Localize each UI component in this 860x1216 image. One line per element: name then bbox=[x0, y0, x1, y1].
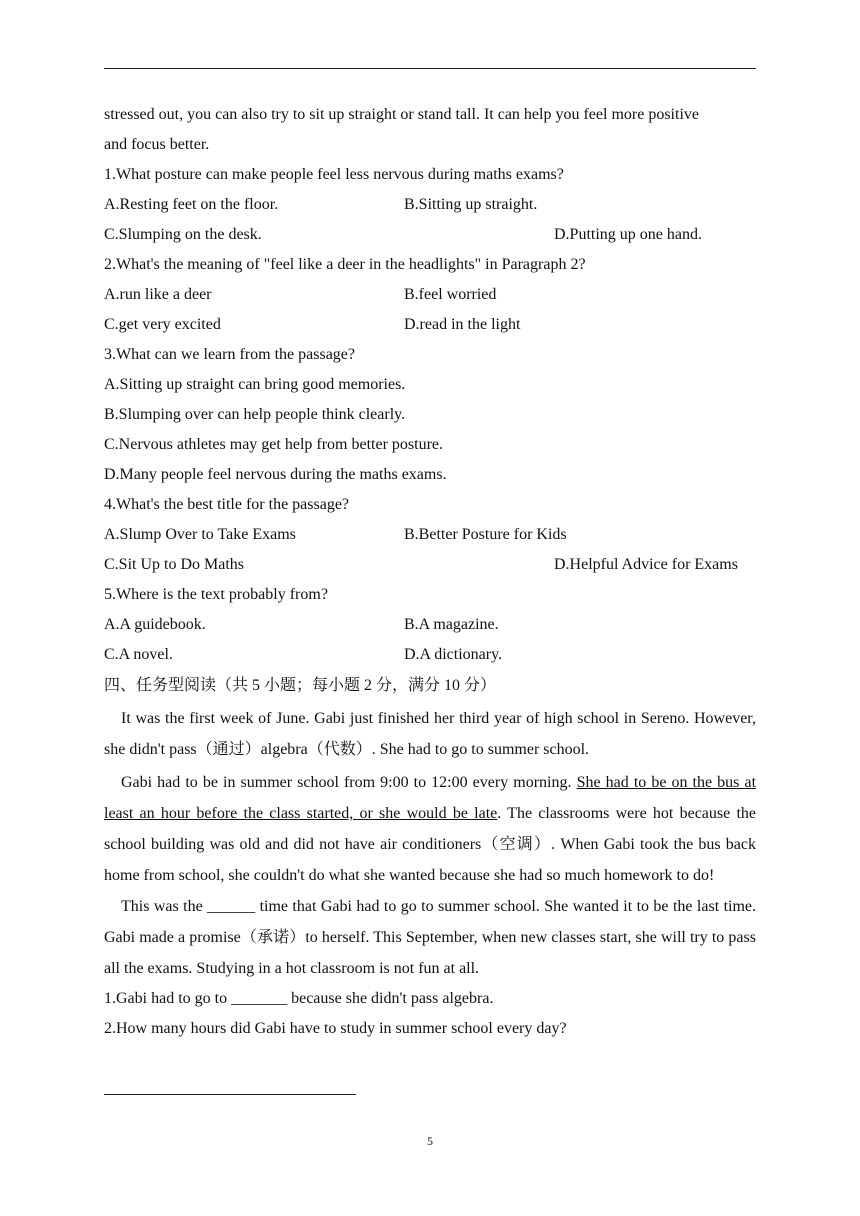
question-4-option-a: A.Slump Over to Take Exams bbox=[104, 526, 296, 543]
header-rule bbox=[104, 68, 756, 69]
question-2-options-row-1 bbox=[104, 280, 756, 310]
question-5-option-b: B.A magazine. bbox=[404, 616, 499, 633]
question-3-option-b: B.Slumping over can help people think clearly. bbox=[104, 406, 406, 423]
question-4-option-c: C.Sit Up to Do Maths bbox=[104, 556, 245, 573]
question-2-option-d: D.read in the light bbox=[404, 316, 521, 333]
passage-tail-line-1: stressed out, you can also try to sit up straight or stand tall. It can help you feel more positive bbox=[104, 106, 699, 123]
reading-paragraph-1: It was the first week of June. Gabi just finished her third year of high school in Sereno. However, she didn't pass（通过）algebra（代数）. She had to go to summer school. bbox=[104, 710, 756, 758]
question-2-option-a: A.run like a deer bbox=[104, 286, 212, 303]
question-1-options-row-2 bbox=[104, 220, 756, 250]
page-number: 5 bbox=[427, 1134, 433, 1148]
question-4-option-d: D.Helpful Advice for Exams bbox=[554, 556, 738, 573]
question-1-option-b: B.Sitting up straight. bbox=[404, 196, 538, 213]
question-1-option-c: C.Slumping on the desk. bbox=[104, 226, 262, 243]
question-5-option-c: C.A novel. bbox=[104, 646, 173, 663]
reading-paragraph-3: This was the ______ time that Gabi had to go to summer school. She wanted it to be the last time. Gabi made a promise（承诺）to herself. This September, when new classes start, she will try to pass all the exams. Studying in a hot classroom is not fun at all. bbox=[104, 898, 756, 977]
question-1-stem: 1.What posture can make people feel less nervous during maths exams? bbox=[104, 166, 564, 183]
question-3-stem: 3.What can we learn from the passage? bbox=[104, 346, 355, 363]
question-3-option-c: C.Nervous athletes may get help from better posture. bbox=[104, 436, 444, 453]
underlined-sentence: She had to be on the bus at least an hour before the class started, or she would be late bbox=[104, 774, 757, 822]
question-2-options-row-2 bbox=[104, 310, 756, 340]
question-1-option-a: A.Resting feet on the floor. bbox=[104, 196, 279, 213]
question-2-option-c: C.get very excited bbox=[104, 316, 221, 333]
task-question-1: 1.Gabi had to go to _______ because she didn't pass algebra. bbox=[104, 990, 494, 1007]
question-1-options-row-1 bbox=[104, 190, 756, 220]
task-question-2: 2.How many hours did Gabi have to study in summer school every day? bbox=[104, 1020, 567, 1037]
question-5-options-row-1 bbox=[104, 610, 756, 640]
section-heading: 四、任务型阅读（共 5 小题；每小题 2 分，满分 10 分） bbox=[104, 677, 497, 694]
question-4-option-b: B.Better Posture for Kids bbox=[404, 526, 567, 543]
question-5-stem: 5.Where is the text probably from? bbox=[104, 586, 328, 603]
question-4-stem: 4.What's the best title for the passage? bbox=[104, 496, 350, 513]
question-3-option-d: D.Many people feel nervous during the maths exams. bbox=[104, 466, 447, 483]
question-5-options-row-2 bbox=[104, 640, 756, 670]
question-2-option-b: B.feel worried bbox=[404, 286, 497, 303]
question-1-option-d: D.Putting up one hand. bbox=[554, 226, 702, 243]
question-5-option-a: A.A guidebook. bbox=[104, 616, 206, 633]
question-5-option-d: D.A dictionary. bbox=[404, 646, 503, 663]
passage-tail-line-2: and focus better. bbox=[104, 136, 210, 153]
question-3-option-a: A.Sitting up straight can bring good memories. bbox=[104, 376, 406, 393]
answer-blank-line bbox=[104, 1094, 356, 1095]
paragraph-2-text-start: Gabi had to be in summer school from 9:00 to 12:00 every morning. bbox=[121, 774, 577, 791]
document-page bbox=[104, 100, 756, 1044]
question-2-stem: 2.What's the meaning of "feel like a deer in the headlights" in Paragraph 2? bbox=[104, 256, 586, 273]
reading-paragraph-2 bbox=[104, 767, 756, 891]
paragraph-2-text-end: . The classrooms were hot because the school building was old and did not have air conditioners（空调）. When Gabi took the bus back home from school, she couldn't do what she wanted because she had so much homework to do! bbox=[104, 805, 756, 884]
question-4-options-row-2 bbox=[104, 550, 756, 580]
question-4-options-row-1 bbox=[104, 520, 756, 550]
